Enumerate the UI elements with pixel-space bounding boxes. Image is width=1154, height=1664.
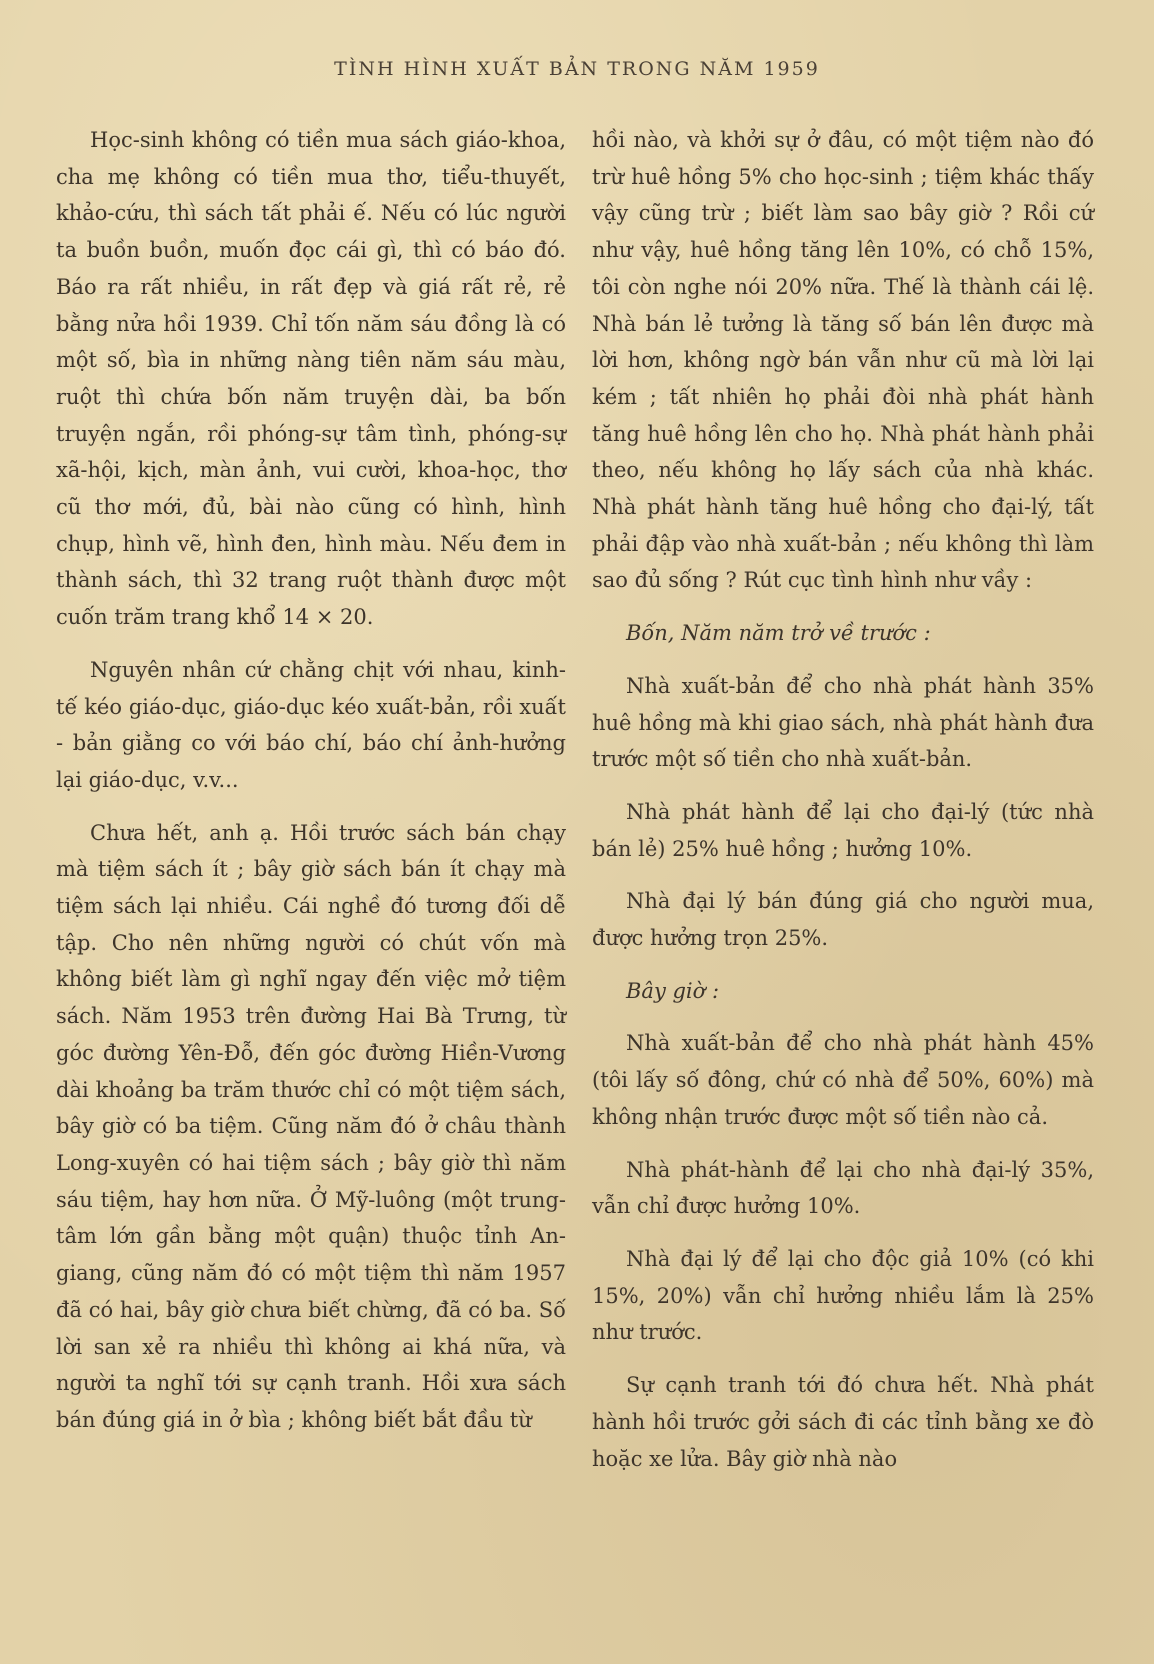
section-heading-before: Bốn, Năm năm trở về trước : bbox=[626, 621, 931, 646]
section-heading-now: Bây giờ : bbox=[626, 978, 720, 1003]
paragraph: Nhà phát-hành để lại cho nhà đại-lý 35%, vẫn chỉ được hưởng 10%. bbox=[592, 1157, 1094, 1219]
paragraph: Nhà đại lý để lại cho độc giả 10% (có khi 15%, 20%) vẫn chỉ hưởng nhiều lắm là 25% như trước. bbox=[592, 1246, 1094, 1345]
paragraph: Chưa hết, anh ạ. Hồi trước sách bán chạy mà tiệm sách ít ; bây giờ sách bán ít chạy mà tiệm sách lại nhiều. Cái nghề đó tương đối dễ tập. Cho nên những người có chút vốn mà không biết làm gì nghĩ ngay đến việc mở tiệm sách. Năm 1953 trên đường Hai Bà Trưng, từ góc đường Yên-Đỗ, đến góc đường Hiền-Vương dài khoảng ba trăm thước chỉ có một tiệm sách, bây giờ có ba tiệm. Cũng năm đó ở châu thành Long-xuyên có hai tiệm sách ; bây giờ thì năm sáu tiệm, hay hơn nữa. Ở Mỹ-luông (một trung-tâm lớn gần bằng một quận) thuộc tỉnh An-giang, cũng năm đó có một tiệm thì năm 1957 đã có hai, bây giờ chưa biết chừng, đã có ba. Số lời san xẻ ra nhiều thì không ai khá nữa, và người ta nghĩ tới sự cạnh tranh. Hồi xưa sách bán đúng giá in ở bìa ; không biết bắt đầu từ bbox=[56, 820, 566, 1432]
right-column bbox=[592, 122, 1094, 1493]
paragraph: Nhà xuất-bản để cho nhà phát hành 35% huê hồng mà khi giao sách, nhà phát hành đưa trước một số tiền cho nhà xuất-bản. bbox=[592, 673, 1094, 772]
running-header: TÌNH HÌNH XUẤT BẢN TRONG NĂM 1959 bbox=[334, 58, 820, 80]
paragraph: Nhà đại lý bán đúng giá cho người mua, được hưởng trọn 25%. bbox=[592, 889, 1094, 951]
paragraph: Nhà phát hành để lại cho đại-lý (tức nhà bán lẻ) 25% huê hồng ; hưởng 10%. bbox=[592, 799, 1094, 861]
continued-paragraph: hồi nào, và khởi sự ở đâu, có một tiệm nào đó trừ huê hồng 5% cho học-sinh ; tiệm khác thấy vậy cũng trừ ; biết làm sao bây giờ ? Rồi cứ như vậy, huê hồng tăng lên 10%, có chỗ 15%, tôi còn nghe nói 20% nữa. Thế là thành cái lệ. Nhà bán lẻ tưởng là tăng số bán lên được mà lời hơn, không ngờ bán vẫn như cũ mà lời lại kém ; tất nhiên họ phải đòi nhà phát hành tăng huê hồng lên cho họ. Nhà phát hành phải theo, nếu không họ lấy sách của nhà khác. Nhà phát hành tăng huê hồng cho đại-lý, tất phải đập vào nhà xuất-bản ; nếu không thì làm sao đủ sống ? Rút cục tình hình như vầy : bbox=[592, 128, 1094, 593]
paragraph: Nhà xuất-bản để cho nhà phát hành 45% (tôi lấy số đông, chứ có nhà để 50%, 60%) mà không nhận trước được một số tiền nào cả. bbox=[592, 1031, 1094, 1129]
paragraph: Học-sinh không có tiền mua sách giáo-khoa, cha mẹ không có tiền mua thơ, tiểu-thuyết, khảo-cứu, thì sách tất phải ế. Nếu có lúc người ta buồn buồn, muốn đọc cái gì, thì có báo đó. Báo ra rất nhiều, in rất đẹp và giá rất rẻ, rẻ bằng nửa hồi 1939. Chỉ tốn năm sáu đồng là có một số, bìa in những nàng tiên năm sáu màu, ruột thì chứa bốn năm truyện dài, ba bốn truyện ngắn, rồi phóng-sự tâm tình, phóng-sự xã-hội, kịch, màn ảnh, vui cười, khoa-học, thơ cũ thơ mới, đủ, bài nào cũng có hình, hình chụp, hình vẽ, hình đen, hình màu. Nếu đem in thành sách, thì 32 trang ruột thành được một cuốn trăm trang khổ 14 × 20. bbox=[56, 128, 566, 630]
left-column bbox=[56, 122, 566, 1455]
paragraph: Nguyên nhân cứ chằng chịt với nhau, kinh-tế kéo giáo-dục, giáo-dục kéo xuất-bản, rồi xuất - bản giằng co với báo chí, báo chí ảnh-hưởng lại giáo-dục, v.v... bbox=[56, 657, 566, 792]
paragraph: Sự cạnh tranh tới đó chưa hết. Nhà phát hành hồi trước gởi sách đi các tỉnh bằng xe đò hoặc xe lửa. Bây giờ nhà nào bbox=[592, 1373, 1094, 1471]
